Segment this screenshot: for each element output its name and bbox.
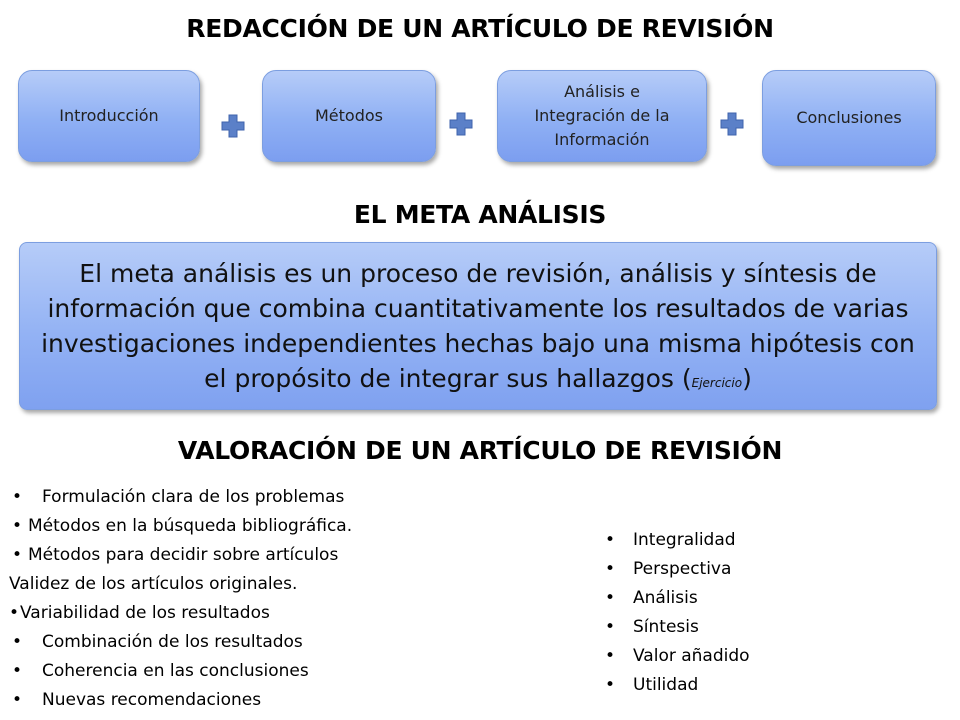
bullet: • xyxy=(605,559,616,579)
bullet: • xyxy=(605,530,616,550)
list-item: Validez de los artículos originales. xyxy=(9,574,298,594)
node-conclusions: Conclusiones xyxy=(762,70,936,166)
list-item: Variabilidad de los resultados xyxy=(20,603,270,623)
bullet: • xyxy=(12,632,23,652)
bullet: • xyxy=(605,617,616,637)
definition-close: ) xyxy=(742,364,752,393)
plus-icon xyxy=(221,114,245,138)
list-item: Métodos en la búsqueda bibliográfica. xyxy=(28,516,353,536)
list-item: Utilidad xyxy=(633,675,699,695)
bullet: • xyxy=(605,588,616,608)
bullet: • xyxy=(12,661,23,681)
node-methods: Métodos xyxy=(262,70,436,162)
node-analysis-integration xyxy=(497,70,707,162)
definition-text: El meta análisis es un proceso de revisión, análisis y síntesis de información que combina cuantitativamente los resultados de varias investigaciones independientes hechas bajo una misma hipótesis con el propósito de integrar sus hallazgos ( xyxy=(41,259,915,393)
list-item: Síntesis xyxy=(633,617,699,637)
list-item: Valor añadido xyxy=(633,646,750,666)
bullet: • xyxy=(12,516,23,536)
bullet: • xyxy=(605,675,616,695)
bullet: • xyxy=(12,690,23,710)
section-title-meta-analysis: EL META ANÁLISIS xyxy=(353,200,607,229)
plus-icon xyxy=(449,112,473,136)
list-item: Combinación de los resultados xyxy=(42,632,303,652)
plus-icon xyxy=(720,112,744,136)
node-analysis-line: Análisis e xyxy=(564,82,640,101)
definition-note: Ejercicio xyxy=(691,376,743,390)
node-analysis-line: Información xyxy=(554,130,650,149)
list-item: Integralidad xyxy=(633,530,736,550)
bullet: • xyxy=(605,646,616,666)
list-item: Nuevas recomendaciones xyxy=(42,690,262,710)
meta-analysis-definition xyxy=(19,242,937,410)
bullet: • xyxy=(12,487,23,507)
section-title-assessment: VALORACIÓN DE UN ARTÍCULO DE REVISIÓN xyxy=(177,436,783,465)
bullet: • xyxy=(12,545,23,565)
list-item: Perspectiva xyxy=(633,559,732,579)
node-analysis-line: Integración de la xyxy=(534,106,670,125)
main-title: REDACCIÓN DE UN ARTÍCULO DE REVISIÓN xyxy=(186,14,774,43)
list-item: Coherencia en las conclusiones xyxy=(42,661,309,681)
list-item: Análisis xyxy=(633,588,698,608)
list-item: Formulación clara de los problemas xyxy=(42,487,345,507)
node-introduction: Introducción xyxy=(18,70,200,162)
list-item: Métodos para decidir sobre artículos xyxy=(28,545,339,565)
bullet: • xyxy=(9,603,20,623)
